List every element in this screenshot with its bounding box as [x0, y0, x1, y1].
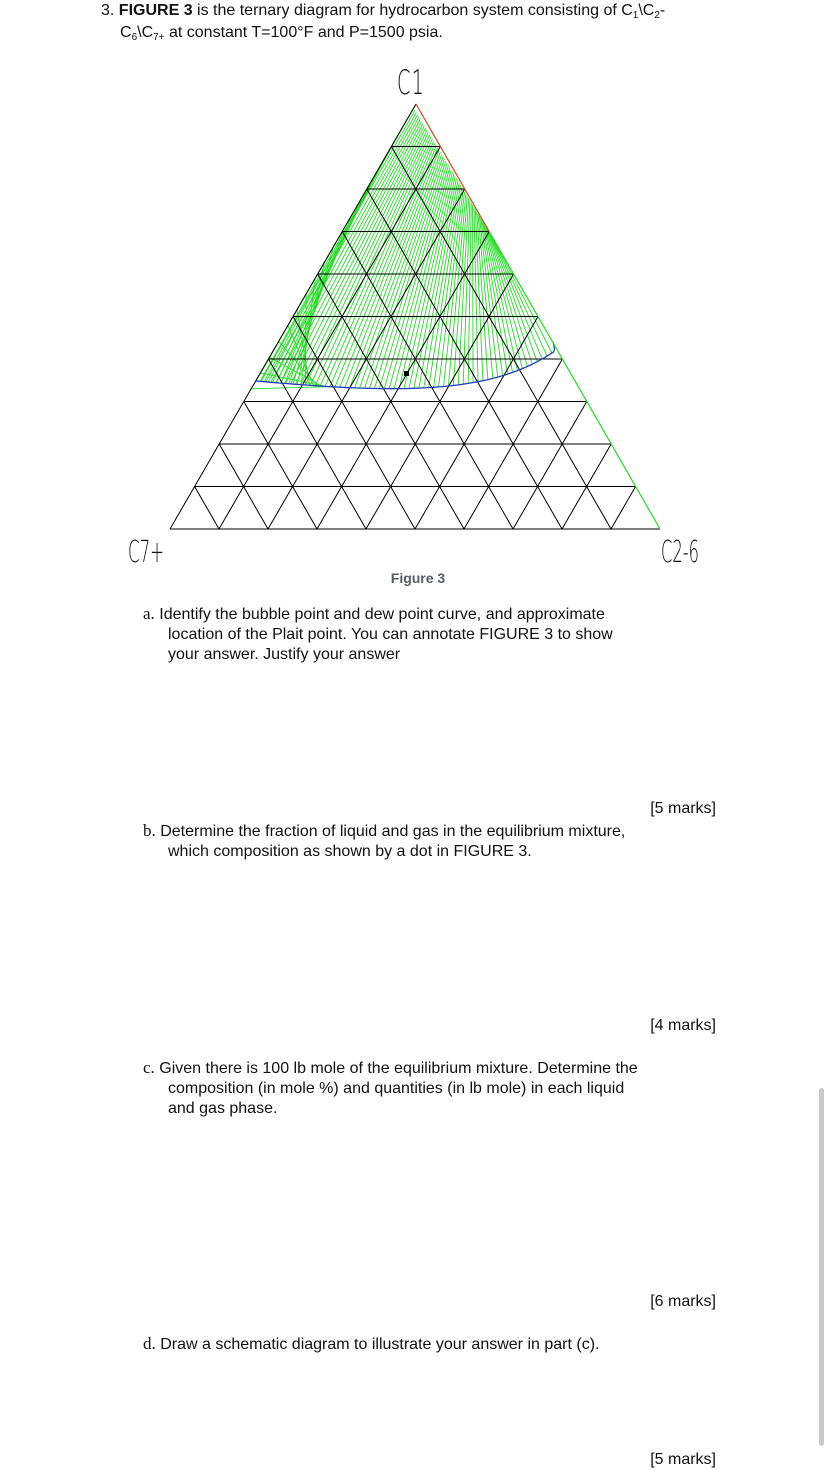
tie-line: [251, 387, 330, 389]
tie-line: [300, 128, 425, 385]
part-d: [143, 1334, 643, 1355]
part-text: Given there is 100 lb mole of the equilibrium mixture. Determine the composition (in mole %) and quantities (in lb mole) in each liquid and gas phase.: [159, 1060, 638, 1117]
figure-caption: Figure 3: [390, 570, 446, 586]
marks-d: [5 marks]: [650, 1451, 716, 1468]
grid-line: [293, 317, 415, 530]
tie-line: [481, 218, 503, 376]
grid-line: [195, 487, 219, 530]
part-letter: b.: [143, 821, 156, 840]
subscript: 2: [654, 10, 660, 21]
question-text-dash: -: [659, 2, 666, 19]
marks-c: [6 marks]: [650, 1293, 716, 1310]
part-text: Determine the fraction of liquid and gas in the equilibrium mixture, which composition as shown by a dot in FIGURE 3.: [160, 823, 626, 860]
tie-line: [293, 246, 334, 384]
question-text-sep: \C: [137, 24, 154, 41]
question-text-sep: \C: [638, 2, 655, 19]
tie-line: [345, 148, 438, 388]
question-text-2: C: [120, 24, 132, 41]
subscript: 6: [131, 32, 138, 43]
subscript: 1: [632, 10, 639, 21]
part-text: Identify the bubble point and dew point curve, and approximate location of the Plait point. You can annotate FIGURE 3 to show your answer. Justify your answer: [159, 606, 613, 663]
part-letter: d.: [143, 1334, 156, 1353]
part-b: [143, 821, 643, 862]
vertex-label-top: C1: [397, 63, 425, 103]
scrollbar[interactable]: [819, 1088, 824, 1446]
tie-line: [281, 119, 421, 383]
grid-line: [513, 402, 587, 530]
tie-line: [490, 233, 537, 361]
tie-line: [277, 183, 371, 383]
subscript: 7+: [153, 32, 165, 43]
marks-b: [4 marks]: [650, 1017, 716, 1034]
tie-line: [491, 236, 542, 359]
grid-line: [244, 402, 317, 530]
tie-line: [272, 167, 379, 382]
vertex-label-right: C2-6: [661, 535, 699, 570]
ternary-diagram: [0, 0, 828, 570]
question-number: 3.: [101, 2, 115, 19]
part-a: [143, 604, 643, 665]
question-text-3: at constant T=100°F and P=1500 psia.: [164, 24, 443, 41]
part-letter: c.: [143, 1058, 155, 1077]
vertex-label-left: C7+: [128, 535, 164, 570]
part-text: Draw a schematic diagram to illustrate your answer in part (c).: [160, 1336, 600, 1353]
tie-line: [485, 225, 518, 371]
question-text-1: is the ternary diagram for hydrocarbon system consisting of C: [192, 2, 633, 19]
composition-dot: [404, 371, 409, 376]
marks-a: [5 marks]: [650, 800, 716, 817]
tie-line: [297, 262, 324, 384]
tie-line: [325, 139, 432, 386]
grid-line: [415, 317, 538, 530]
part-c: [143, 1058, 643, 1119]
part-letter: a.: [143, 604, 155, 623]
grid-line: [611, 487, 636, 530]
figure-reference: FIGURE 3: [118, 2, 193, 19]
